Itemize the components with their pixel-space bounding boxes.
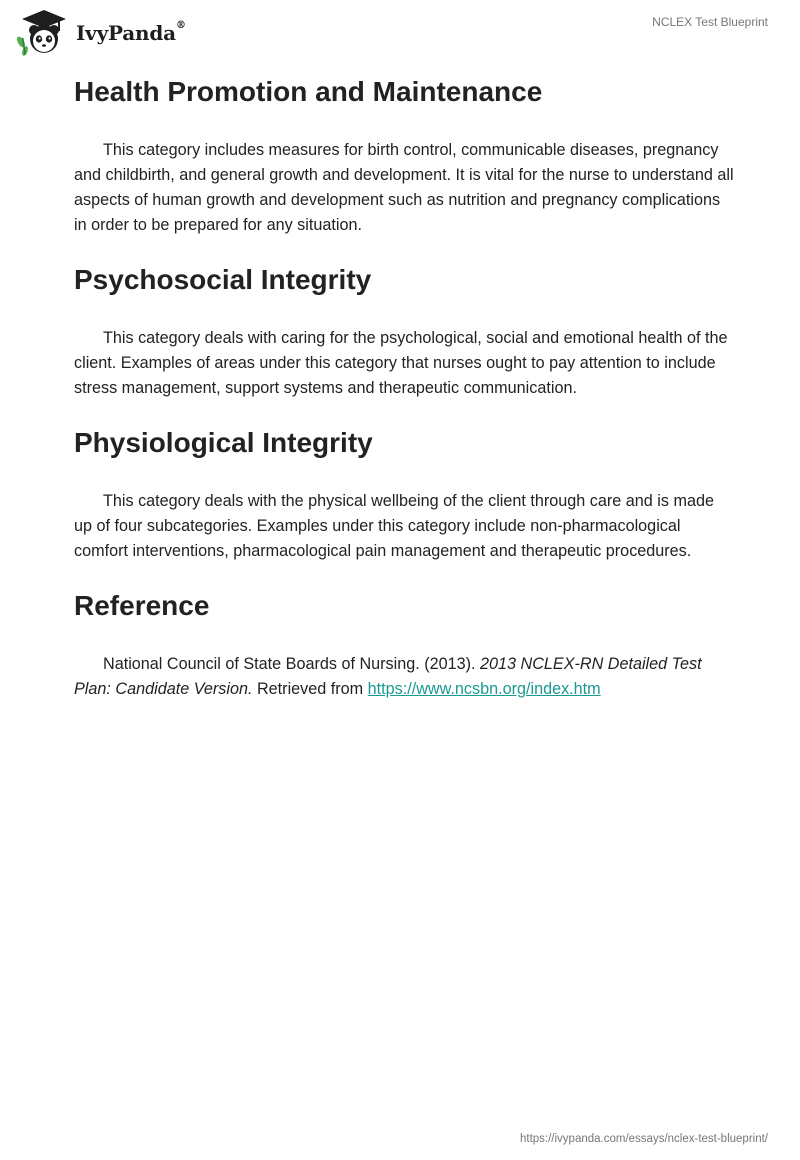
ivypanda-logo[interactable] [14, 8, 186, 56]
running-title: NCLEX Test Blueprint [652, 15, 768, 29]
essay-body [74, 70, 734, 722]
reference-link[interactable]: https://www.ncsbn.org/index.htm [367, 680, 601, 698]
reference-retrieved: Retrieved from [256, 680, 364, 698]
section-paragraph: This category deals with caring for the psychological, social and emotional health of the client. Examples of areas under this category that nurses ought to pay attention to include stress management, support systems and therapeutic communication. [74, 329, 728, 397]
reference-heading: Reference [74, 590, 210, 621]
reference-author: National Council of State Boards of Nursing. (2013). [103, 655, 476, 673]
section-heading: Physiological Integrity [74, 427, 373, 458]
footer-source-url: https://ivypanda.com/essays/nclex-test-blueprint/ [519, 1133, 768, 1145]
reference-title: 2013 NCLEX-RN Detailed Test Plan: Candidate Version. [74, 655, 702, 698]
section-heading: Health Promotion and Maintenance [74, 76, 543, 107]
registered-mark: ® [175, 20, 186, 32]
section-paragraph: This category deals with the physical wellbeing of the client through care and is made up of four subcategories. Examples under this category include non-pharmacological comfort interventions, pharmacological pain management and therapeutic procedures. [74, 492, 714, 560]
reference-entry [74, 652, 734, 702]
brand-name: IvyPanda® [76, 20, 186, 45]
panda-graduate-icon [14, 8, 74, 56]
section-paragraph: This category includes measures for birth control, communicable diseases, pregnancy and childbirth, and general growth and development. It is vital for the nurse to understand all aspects of human growth and development such as nutrition and pregnancy complications in order to be prepared for any situation. [74, 141, 734, 234]
section-heading: Psychosocial Integrity [74, 264, 372, 295]
